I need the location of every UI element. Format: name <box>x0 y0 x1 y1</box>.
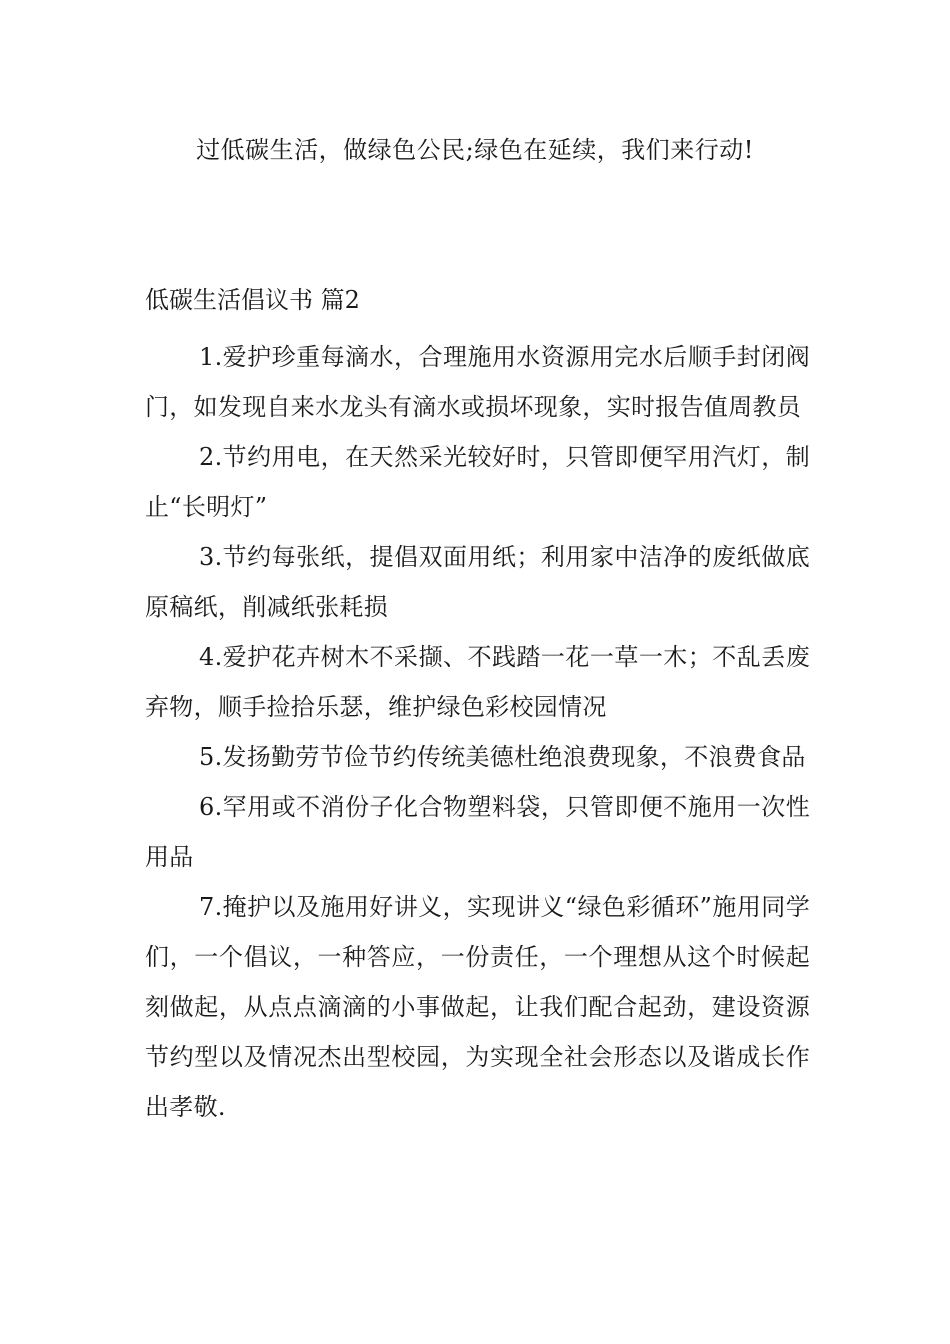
slogan-text: 过低碳生活，做绿色公民;绿色在延续，我们来行动! <box>196 136 754 164</box>
proposal-item-7: 7.掩护以及施用好讲义，实现讲义“绿色彩循环”施用同学们，一个倡议，一种答应，一份责任，一个理想从这个时候起刻做起，从点点滴滴的小事做起，让我们配合起劲，建设资源节约型以及情况杰出型校园，为实现全社会形态以及谐成长作出孝敬. <box>145 893 810 1121</box>
proposal-item-5: 5.发扬勤劳节俭节约传统美德杜绝浪费现象，不浪费食品 <box>199 743 806 771</box>
proposal-item-6: 6.罕用或不消份子化合物塑料袋，只管即便不施用一次性用品 <box>145 793 810 871</box>
proposal-item-1: 1.爱护珍重每滴水，合理施用水资源用完水后顺手封闭阀门，如发现自来水龙头有滴水或损坏现象，实时报告值周教员 <box>145 343 810 421</box>
proposal-item-4: 4.爱护花卉树木不采撷、不践踏一花一草一木；不乱丢废弃物，顺手捡拾乐瑟，维护绿色彩校园情况 <box>145 643 810 721</box>
proposal-list <box>145 332 810 1132</box>
section-title: 低碳生活倡议书 篇2 <box>145 286 360 314</box>
proposal-item-3: 3.节约每张纸，提倡双面用纸；利用家中洁净的废纸做底原稿纸，削减纸张耗损 <box>145 543 810 621</box>
proposal-item-2: 2.节约用电，在天然采光较好时，只管即便罕用汽灯，制止“长明灯” <box>145 443 810 521</box>
